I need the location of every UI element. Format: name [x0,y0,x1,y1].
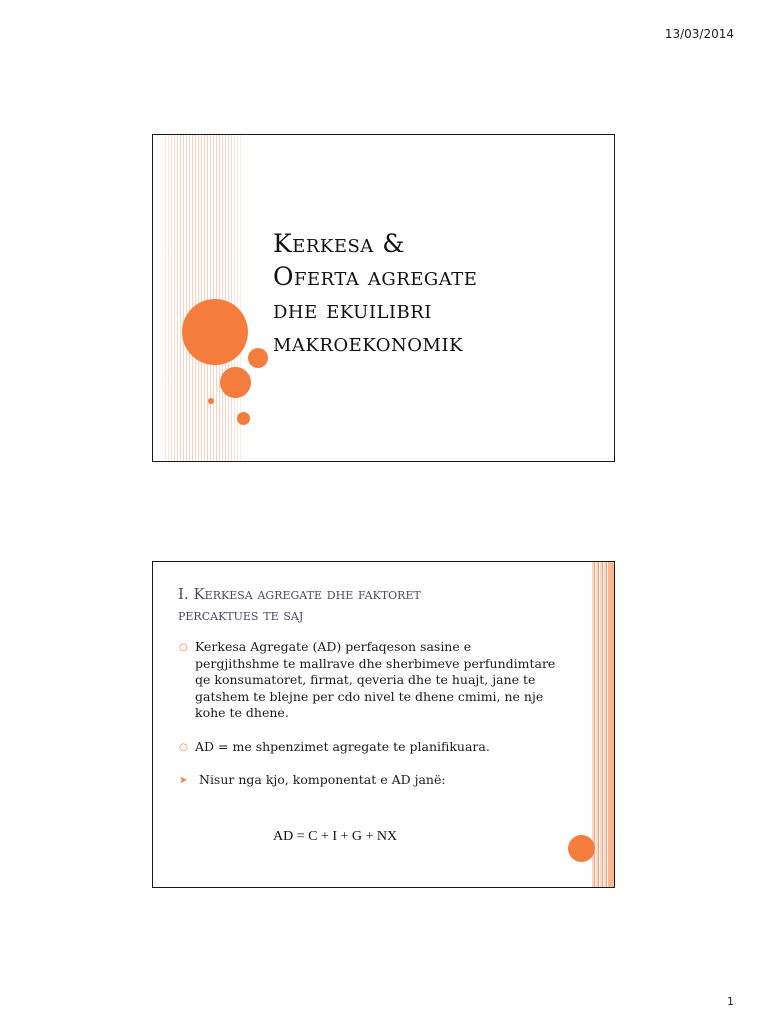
arrow-bullet-icon: ➤ [179,775,188,786]
list-item [179,739,559,756]
title-line: Kerkesa & [273,229,405,258]
title-line: makroekonomik [273,328,464,357]
title-slide [152,134,615,462]
list-item [179,772,559,789]
circle-bullet-icon: ○ [179,741,188,753]
decorative-stripes [163,135,243,461]
page-number: 1 [727,995,734,1008]
decorative-stripe-edge [608,562,614,887]
title-line: Oferta agregate [273,262,478,291]
bullet-text: Nisur nga kjo, komponentat e AD janë: [199,772,446,787]
content-slide [152,561,615,888]
large-circle-decoration [182,299,248,365]
bullet-list [179,639,559,806]
tiny-circle-decoration [208,398,214,404]
slide-title [273,227,603,359]
formula: AD = C + I + G + NX [273,829,398,844]
medium-circle-decoration [220,367,251,398]
bullet-text: Kerkesa Agregate (AD) perfaqeson sasine e pergjithshme te mallrave dhe sherbimeve perfundimtare qe konsumatoret, firmat, qeveria dhe te huajt, jane te gatshem te blejne per cdo nivel te dhene cmimi, ne nje kohe te dhene. [195,639,556,720]
header-date: 13/03/2014 [664,27,734,41]
circle-decoration [568,835,595,862]
title-line: I. Kerkesa agregate dhe faktoret [178,585,421,603]
list-item [179,639,559,722]
slide-title [178,584,578,626]
title-line: dhe ekuilibri [273,295,432,324]
bullet-text: AD = me shpenzimet agregate te planifikuara. [195,738,490,754]
small-circle-decoration [237,412,250,425]
title-line: percaktues te saj [178,606,304,624]
medium-circle-decoration [248,348,268,368]
circle-bullet-icon: ○ [179,642,188,653]
